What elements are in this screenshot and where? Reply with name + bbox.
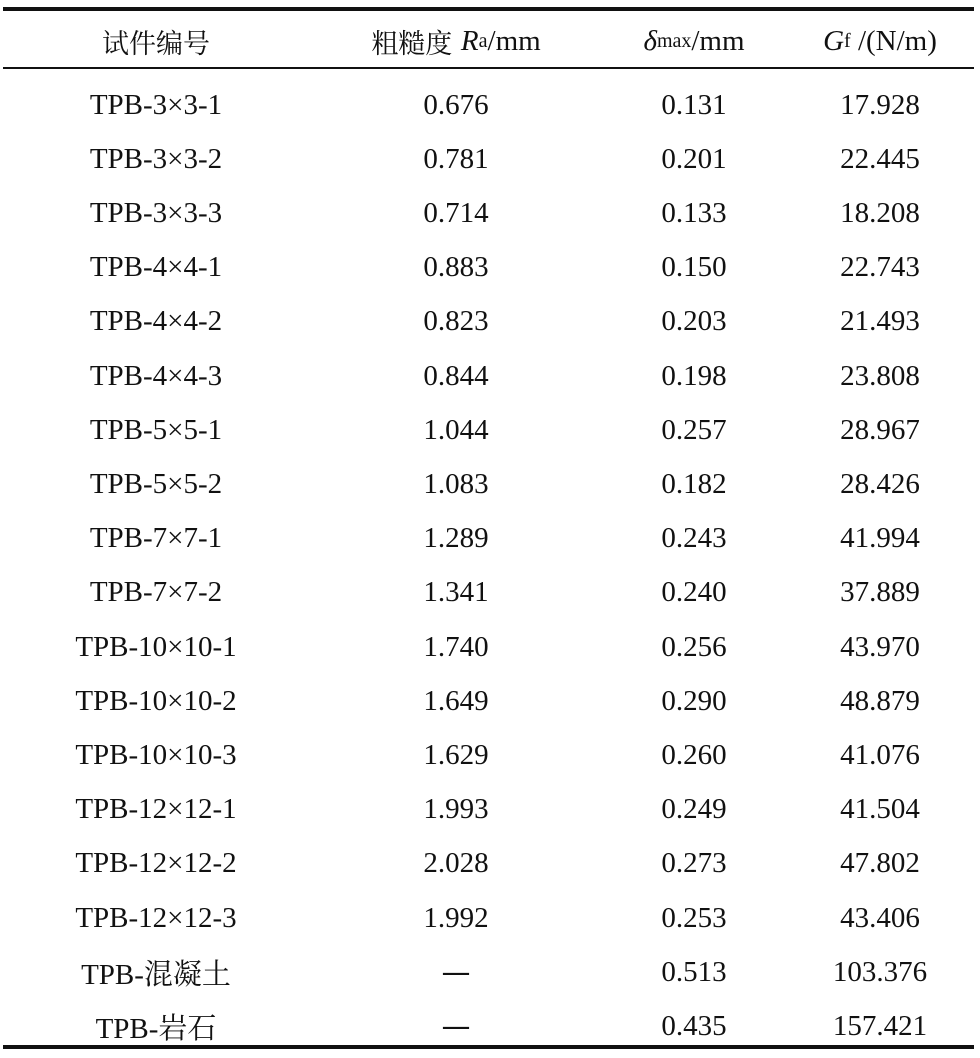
fracture-energy-cell: 48.879 — [840, 684, 920, 717]
fracture-energy-cell: 41.076 — [840, 738, 920, 771]
roughness-cell: 1.289 — [423, 522, 489, 555]
delta-max-cell: 0.240 — [661, 576, 727, 609]
roughness-cell: 1.629 — [423, 738, 489, 771]
delta-max-cell: 0.182 — [661, 467, 727, 500]
table-header — [3, 18, 974, 64]
specimen-id-cell: TPB-3×3-3 — [89, 196, 223, 229]
header-gf-symbol: G — [823, 24, 845, 57]
header-specimen-id: 试件编号 — [102, 28, 210, 60]
table-row — [3, 457, 974, 511]
fracture-energy-cell: 157.421 — [832, 1009, 928, 1042]
roughness-cell: 2.028 — [423, 847, 489, 880]
table-row — [3, 241, 974, 295]
delta-max-cell: 0.290 — [661, 684, 727, 717]
table-row — [3, 512, 974, 566]
table-row — [3, 891, 974, 945]
roughness-cell: — — [441, 1009, 471, 1044]
delta-max-cell: 0.257 — [661, 413, 727, 446]
header-delta-unit: /mm — [691, 24, 745, 57]
header-roughness-symbol: R — [460, 24, 479, 57]
fracture-energy-cell: 103.376 — [832, 955, 928, 988]
fracture-energy-cell: 43.406 — [840, 901, 920, 934]
table-row — [3, 945, 974, 999]
table-row — [3, 349, 974, 403]
delta-max-cell: 0.253 — [661, 901, 727, 934]
roughness-cell: 1.993 — [423, 793, 489, 826]
fracture-energy-cell: 21.493 — [840, 305, 920, 338]
delta-max-cell: 0.201 — [661, 142, 727, 175]
specimen-id-cell: TPB-7×7-2 — [89, 576, 223, 609]
header-rule — [3, 67, 974, 69]
fracture-energy-cell: 23.808 — [840, 359, 920, 392]
table-row — [3, 132, 974, 186]
roughness-cell: 0.823 — [423, 305, 489, 338]
roughness-cell: 0.714 — [423, 196, 489, 229]
delta-max-cell: 0.203 — [661, 305, 727, 338]
header-gf-unit: /(N/m) — [850, 24, 937, 57]
specimen-id-cell: TPB-10×10-2 — [75, 684, 237, 717]
specimen-id-cell: TPB-4×4-3 — [89, 359, 223, 392]
table-row — [3, 728, 974, 782]
fracture-energy-cell: 37.889 — [840, 576, 920, 609]
roughness-cell: 0.883 — [423, 251, 489, 284]
specimen-id-cell: TPB-7×7-1 — [89, 522, 223, 555]
header-delta-symbol: δ — [643, 24, 657, 57]
table-row — [3, 186, 974, 240]
fracture-energy-cell: 43.970 — [840, 630, 920, 663]
delta-max-cell: 0.260 — [661, 738, 727, 771]
specimen-id-cell: TPB-4×4-1 — [89, 251, 223, 284]
table-row — [3, 620, 974, 674]
table-row — [3, 566, 974, 620]
roughness-cell: 0.844 — [423, 359, 489, 392]
delta-max-cell: 0.150 — [661, 251, 727, 284]
table-row — [3, 403, 974, 457]
roughness-cell: 1.649 — [423, 684, 489, 717]
fracture-energy-cell: 22.445 — [840, 142, 920, 175]
table-row — [3, 674, 974, 728]
roughness-cell: 0.781 — [423, 142, 489, 175]
fracture-energy-cell: 41.994 — [840, 522, 920, 555]
delta-max-cell: 0.513 — [661, 955, 727, 988]
header-roughness-unit: /mm — [487, 24, 541, 57]
bottom-rule — [3, 1045, 974, 1049]
delta-max-cell: 0.133 — [661, 196, 727, 229]
fracture-energy-cell: 28.426 — [840, 467, 920, 500]
delta-max-cell: 0.249 — [661, 793, 727, 826]
specimen-id-cell: TPB-3×3-2 — [89, 142, 223, 175]
fracture-energy-cell: 47.802 — [840, 847, 920, 880]
specimen-id-cell: TPB-12×12-2 — [75, 847, 237, 880]
fracture-energy-cell: 18.208 — [840, 196, 920, 229]
specimen-id-cell: TPB-12×12-3 — [75, 901, 237, 934]
roughness-cell: 1.044 — [423, 413, 489, 446]
delta-max-cell: 0.435 — [661, 1009, 727, 1042]
fracture-energy-cell: 41.504 — [840, 793, 920, 826]
fracture-energy-cell: 28.967 — [840, 413, 920, 446]
specimen-id-cell: TPB-岩石 — [95, 1012, 217, 1045]
specimen-id-cell: TPB-3×3-1 — [89, 88, 223, 121]
header-roughness-label: 粗糙度 — [371, 28, 461, 60]
delta-max-cell: 0.256 — [661, 630, 727, 663]
roughness-cell: 1.083 — [423, 467, 489, 500]
fracture-energy-cell: 17.928 — [840, 88, 920, 121]
roughness-cell: 1.992 — [423, 901, 489, 934]
specimen-id-cell: TPB-5×5-1 — [89, 413, 223, 446]
specimen-id-cell: TPB-混凝土 — [81, 958, 231, 991]
specimen-id-cell: TPB-4×4-2 — [89, 305, 223, 338]
header-fracture-energy: G f /(N/m) — [823, 24, 937, 57]
fracture-energy-cell: 22.743 — [840, 251, 920, 284]
delta-max-cell: 0.273 — [661, 847, 727, 880]
roughness-cell: 1.341 — [423, 576, 489, 609]
top-rule — [3, 7, 974, 11]
table-row — [3, 295, 974, 349]
specimen-id-cell: TPB-12×12-1 — [75, 793, 237, 826]
delta-max-cell: 0.198 — [661, 359, 727, 392]
table-row — [3, 783, 974, 837]
roughness-cell: 1.740 — [423, 630, 489, 663]
specimen-id-cell: TPB-5×5-2 — [89, 467, 223, 500]
header-delta-max: δ max /mm — [643, 24, 745, 57]
delta-max-cell: 0.131 — [661, 88, 727, 121]
delta-max-cell: 0.243 — [661, 522, 727, 555]
roughness-cell: — — [441, 955, 471, 990]
table-row — [3, 837, 974, 891]
specimen-id-cell: TPB-10×10-1 — [75, 630, 237, 663]
header-roughness: 粗糙度 R a /mm — [331, 18, 581, 64]
roughness-cell: 0.676 — [423, 88, 489, 121]
table-row — [3, 78, 974, 132]
specimen-id-cell: TPB-10×10-3 — [75, 738, 237, 771]
